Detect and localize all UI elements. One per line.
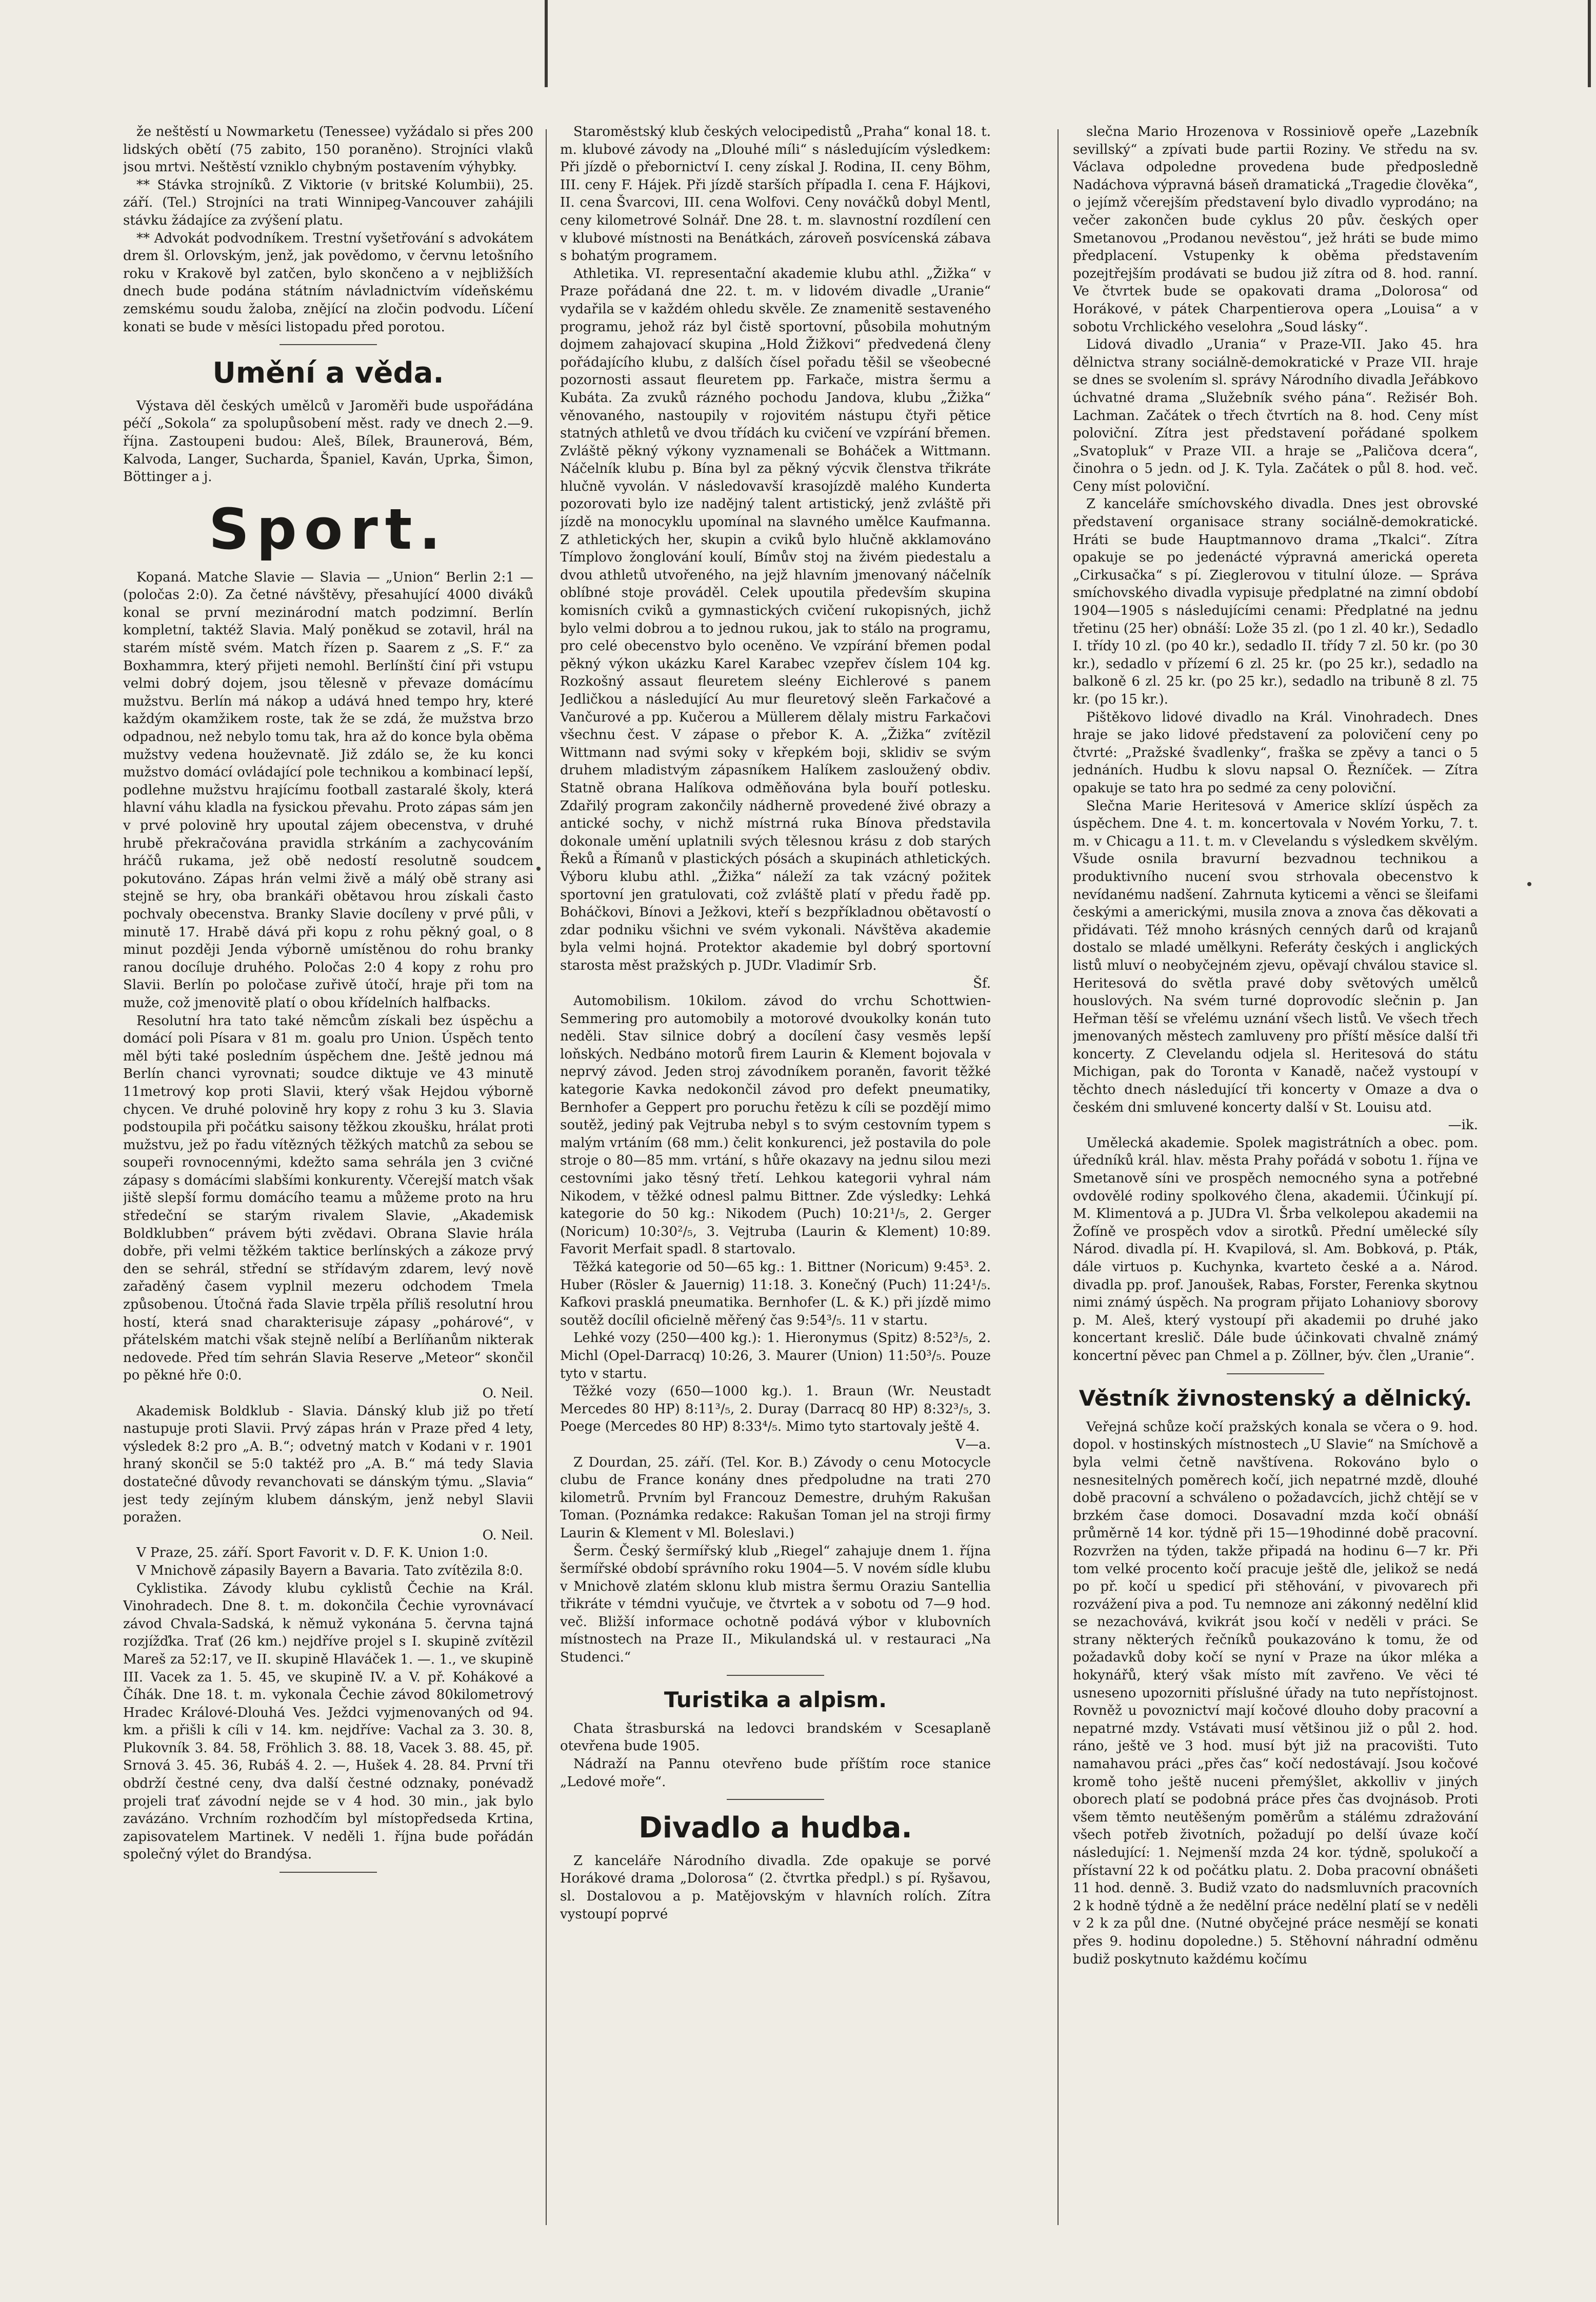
author-signature: V—a. bbox=[955, 1436, 991, 1452]
article-paragraph: Těžká kategorie od 50—65 kg.: 1. Bittner (Noricum) 9:45³. 2. Huber (Rösler & Jauernig) 11:18. 3. Konečný (Puch) 11:24¹/₅. Kafkovi prasklá pneumatika. Bernhofer (L. & K.) při jízdě mimo soutěž docílil oficielně měřený čas 9:54³/₅. 11 v startu. bbox=[560, 1259, 991, 1328]
section-divider bbox=[727, 1799, 824, 1800]
article-paragraph: Z Dourdan, 25. září. (Tel. Kor. B.) Závody o cenu Motocycle clubu de France konány dnes předpoludne na trati 270 kilometrů. Prvním byl Francouz Demestre, druhým Rakušan Toman. (Poznámka redakce: Rakušan Toman jel na stroji firmy Laurin & Klement v Ml. Boleslavi.) bbox=[560, 1454, 991, 1541]
article-paragraph: Lidová divadlo „Urania“ v Praze-VII. Jako 45. hra dělnictva strany sociálně-demokratické v Praze VII. hraje se dnes se svolením sl. správy Národního divadla Jeřábkovo úchvatné drama „Služebník svého pána“. Režisér Boh. Lachman. Začátek o třech čtvrtích na 8. hod. Ceny míst poloviční. Zítra jest představení pořádané spolkem „Svatopluk“ v Praze VII. a hraje se „Paličova dcera“, činohra o 5 jedn. od J. K. Tyla. Začátek o půl 8. hod. več. Ceny míst poloviční. bbox=[1073, 337, 1478, 494]
top-scan-mark bbox=[545, 0, 548, 87]
section-divider bbox=[280, 1872, 377, 1873]
article-paragraph: Veřejná schůze kočí pražských konala se včera o 9. hod. dopol. v hostinských místnostech „U Slavie“ na Smíchově a byla velmi četně navštívena. Rokováno bylo o nesnesitelných poměrech kočí, jich nepatrné mzdě, dlouhé době pracovní a schváleno o požadavcích, jichž chtějí se v brzkém čase domoci. Dosavadní mzda kočí obnáší průměrně 14 kor. týdně při 15—19hodinné době pracovní. Rozvržen na týden, takže připadá na hodinu 6—7 kr. Při tom velké procento kočí pracuje ještě dle, jelikož se nedá po př. kočí u spedicí při stěhování, v pivovarech při rozvážení piva a pod. Tu nemnoze ani zákonný nedělní klid se nezachovává, kvikrát jsou kočí v neděli v práci. Se strany některých řečníků poukazováno k tomu, že od požadavků doby kočí se nyní v Praze na úkor mléka a hokynářů, který však místo mít zavřeno. Ve věci té usneseno upozorniti příslušné úřady na tuto nepřístojnost. Rovněž u povoznictví mají kočové dlouho doby pracovní a nepatrné mzdy. Vstávati musí většinou již o půl 2. hod. ráno, ještě ve 3 hod. musí být již na pracovišti. Tuto namahavou práci „přes čas“ kočí nedostávají. Jsou kočové kromě toho ještě nuceni přemýšlet, akkolliv v jiných oborech platí se podobná práce přes čas dvojnásob. Proti všem těmto neutěšeným poměrům a stálému zdražování všech potřeb životních, požadují po delší úvaze kočí následující: 1. Nejmenší mzda 24 kor. týdně, spolukočí a přístavní 22 k od počátku platu. 2. Doba pracovní obnášeti 11 hod. denně. 3. Budiž vzato do nadsmluvních pracovních 2 k hodně týdně a že nedělní práce nedělní platí se v neděli v 2 k za půl dne. (Nutné obyčejné práce nesmějí se konati přes 9. hodinu dopoledne.) 5. Stěhovní náhradní odměnu budiž poskytnuto každému kočímu bbox=[1073, 1419, 1478, 1967]
article-paragraph: Umělecká akademie. Spolek magistrátních a obec. pom. úředníků král. hlav. města Prahy pořádá v sobotu 1. října ve Smetanově síni ve prospěch nemocného syna a potřebné ovdovělé rodiny spolkového člena, akademii. Účinkují pí. M. Klimentová a p. JUDra Vl. Šrba velkolepou akademii na Žofíně ve prospěch vdov a sirotků. Přední umělecké síly Národ. divadla pí. H. Kvapilová, sl. Am. Bobková, p. Pták, dále virtuos p. Kuchynka, kvarteto české a a. Národ. divadla pp. prof. Janoušek, Rabas, Forster, Ferenka skytnou nimi známý úspěch. Na program přijato Lohaniovy sborovy p. M. Aleš, který vystoupí při akademii po druhé jako koncertant kreslič. Dále bude účinkovati chvalně známý koncertní pěvec pan Chmel a p. Zöllner, býv. člen „Uranie“. bbox=[1073, 1135, 1478, 1364]
article-paragraph: Z kanceláře smíchovského divadla. Dnes jest obrovské představení organisace strany sociálně-demokratické. Hráti se bude Hauptmannovo drama „Tkalci“. Zítra opakuje se po jedenácté výpravná americká opereta „Cirkusačka“ s pí. Zieglerovou v titulní úloze. — Správa smíchovského divadla vypisuje předplatné na zimní období 1904—1905 s následujícími cenami: Předplatné na jednu třetinu (25 her) obnáší: Lože 35 zl. (po 1 zl. 40 kr.), Sedadlo I. třídy 10 zl. (po 40 kr.), sedadlo II. třídy 7 zl. 50 kr. (po 30 kr.), sedadlo v přízemí 6 zl. 25 kr. (po 25 kr.), sedadlo na balkoně 6 zl. 25 kr. (po 25 kr.), sedadlo na tribuně 8 zl. 75 kr. (po 15 kr.). bbox=[1073, 496, 1478, 707]
article-paragraph: Kopaná. Matche Slavie — Slavia — „Union“ Berlin 2:1 — (poločas 2:0). Za četné návštěvy, přesahující 4000 diváků konal se první mezinárodní match podzimní. Berlín kompletní, taktéž Slavia. Malý poněkud se zotavil, hrál na starém místě svém. Match řízen p. Saarem z „S. F.“ za Boxhammra, který přijeti nemohl. Berlínští činí při vstupu velmi dobrý dojem, jsou tělesně v převaze domácímu mužstvu. Berlín má nákop a udává hned tempo hry, které každým okamžikem roste, tak že se zdá, že mužstva brzo odpadnou, než nebylo tomu tak, hra až do konce byla oběma mužstvy vedena houževnatě. Již zdálo se, že ku konci mužstvo domácí ovládající pole technikou a kombinací lepší, podlehne mužstvu hrajícímu football zastaralé školy, která hlavní váhu kladla na fysickou převahu. Proto zápas sám jen v prvé polovině hry upoutal zájem obecenstva, v druhé hrubě překračována pravidla strkáním a zachycováním hráčů rukama, jež obě nedostí resolutně soudcem pokutováno. Zápas hrán velmi živě a málý obě strany asi stejně se hry, oba brankáři obětavou hrou získali často pochvaly obecenstva. Branky Slavie docíleny v prvé půli, v minutě 17. Hrabě dává při kopu z rohu pěkný goal, o 8 minut později Jenda výborně umístěnou do rohu branky ranou docíluje druhého. Poločas 2:0 4 kopy z rohu pro Slavii. Berlín po poločase zuřivě útočí, hraje při tom na muže, což jmenovitě platí o obou křídelních halfbacks. bbox=[123, 569, 533, 1011]
article-paragraph: Lehké vozy (250—400 kg.): 1. Hieronymus (Spitz) 8:52³/₅, 2. Michl (Opel-Darracq) 10:26, 3. Maurer (Union) 11:50³/₅. Pouze tyto v startu. bbox=[560, 1330, 991, 1382]
article-paragraph: Pištěkovo lidové divadlo na Král. Vinohradech. Dnes hraje se jako lidové představení za polovičení ceny po čtvrté: „Pražské švadlenky“, fraška se zpěvy a tanci o 5 jednáních. Hudbu k slovu napsal O. Řezníček. — Zítra opakuje se tato hra po sedmé za ceny poloviční. bbox=[1073, 709, 1478, 796]
article-paragraph: že neštěstí u Nowmarketu (Tenessee) vyžádalo si přes 200 lidských obětí (75 zabito, 150 poraněno). Strojníci vlaků jsou mrtvi. Neštěstí vzniklo chybným postavením výhybky. bbox=[123, 124, 533, 175]
article-paragraph: Těžké vozy (650—1000 kg.). 1. Braun (Wr. Neustadt Mercedes 80 HP) 8:11³/₅, 2. Duray (Darracq 80 HP) 8:32³/₅, 3. Poege (Mercedes 80 HP) 8:33⁴/₅. Mimo tyto startovaly ještě 4. bbox=[560, 1384, 991, 1435]
section-heading: Divadlo a hudba. bbox=[639, 1811, 912, 1845]
article-paragraph: Nádraží na Pannu otevřeno bude příštím roce stanice „Ledové moře“. bbox=[560, 1756, 991, 1790]
article-paragraph: V Praze, 25. září. Sport Favorit v. D. F. K. Union 1:0. bbox=[136, 1545, 488, 1561]
article-paragraph: Slečna Marie Heritesová v Americe sklízí úspěch za úspěchem. Dne 4. t. m. koncertovala v Novém Yorku, 7. t. m. v Chicagu a 11. t. m. v Clevelandu s výsledkem skvělým. Všude osnila bravurní bezvadnou technikou a produktivního nucení svou strhovala obecenstvo k nevídanému nadšení. Zahrnuta kyticemi a věnci se šleifami českými a americkými, musila znova a znova čas děkovati a přidávati. Též mnoho krásných cenných darů od krajanů dostalo se mladé umělkyni. Referáty českých i anglických listů mluví o neobyčejném zjevu, opěvají chválou stavice sl. Heritesová do světla pravé doby světových umělců houslových. Na svém turné doprovodíc slečnin p. Jan Heřman těší se vřelému uznání všech listů. Ve všech třech jmenovaných městech zamluveny pro příští měsíce další tři koncerty. Z Clevelandu odjela sl. Heritesová do státu Michigan, pak do Toronta v Kanadě, načež vystoupí v těchto dnech následující tři koncerty v Omaze a dva o českém dni smluvené koncerty další v St. Louisu atd. bbox=[1073, 798, 1478, 1115]
ink-speck bbox=[1527, 882, 1531, 886]
author-signature: Šf. bbox=[973, 975, 991, 991]
ink-speck bbox=[536, 867, 541, 871]
section-heading: Věstník živnostenský a dělnický. bbox=[1079, 1385, 1472, 1411]
edge-scan-mark bbox=[1588, 0, 1591, 87]
column-left bbox=[123, 123, 533, 2281]
article-paragraph: Šerm. Český šermířský klub „Riegel“ zahajuje dnem 1. října šermířské období správního roku 1904—5. V novém sídle klubu v Mnichově zlatém sklonu klub mistra šermu Oraziu Santellia třikráte v témdni vyučuje, ve čtvrtek a v sobotu od 7—9 hod. več. Bližší informace ochotně podává výbor v klubovních místnostech na Praze II., Mikulandská ul. v restauraci „Na Studenci.“ bbox=[560, 1543, 991, 1666]
column-middle bbox=[560, 123, 991, 2281]
article-paragraph: Akademisk Boldklub - Slavia. Dánský klub již po třetí nastupuje proti Slavii. Prvý zápas hrán v Praze před 4 lety, výsledek 8:2 pro „A. B.“; odvetný match v Kodani v r. 1901 hraný skončil se 5:0 taktéž pro „A. B.“ má tedy Slavia dostatečné důvody revanchovati se dánským týmu. „Slavia“ jest tedy zejíným klubem dánským, jenž nebyl Slavii poražen. bbox=[123, 1403, 533, 1526]
article-paragraph: Resolutní hra tato také němcům získali bez úspěchu a domácí poli Písara v 81 m. goalu pro Union. Úspěch tento měl býti také posledním úspěchem dne. Ještě jednou má Berlín chanci vyrovnati; soudce diktuje ve 43 minutě 11metrový kop proti Slavii, který však Hejdou výborně chycen. Ve druhé polovině hry kopy z rohu 3 ku 3. Slavia podstoupila při počátku saisony těžkou zkoušku, hrálat proti mužstvu, jež po řadu vítězných těžkých matchů za sebou se soupeři rovnocennými, kdežto sama sehrála jen 3 cvičné zápasy s domácími slabšími konkurenty. Včerejší match však jiště slepší formu domácího teamu a můžeme proto na hru středeční se starým rivalem Slavie, „Akademisk Boldklubben“ právem býti zvědavi. Obrana Slavie hrála dobře, při velmi těžkém taktice berlínských a zákoze prvý den se sehrál, střední se střídavým zdarem, levý nově zařaděný časem vyplnil mezeru odchodem Tmela způsobenou. Útočná řada Slavie trpěla příliš resolutní hrou hostí, která snad charakterisuje zápasy „pohárové“, v přátelském matchi však stejně nelíbí a Berlíňanům nikterak nedovede. Před tím sehrán Slavia Reserve „Meteor“ skončil po pěkné hře 0:0. bbox=[123, 1013, 533, 1384]
section-divider bbox=[280, 344, 377, 345]
article-paragraph: Automobilism. 10kilom. závod do vrchu Schottwien-Semmering pro automobily a motorové dvoukolky konán tuto neděli. Stav silnice dobrý a docílení časy vesměs lepší loňských. Nedbáno motorů firem Laurin & Klement bojovala v neprvý závod. Jeden stroj závodníkem poraněn, favorit těžké kategorie Kavka nedokončil závod pro defekt pneumatiky, Bernhofer a Geppert pro poruchu řetězu k cíli se pozdějí mimo soutěž, jediný pak Vejtruba nebyl s to svým cestovním typem s malým vrtáním (68 mm.) čelit konkurenci, jež postavila do pole stroje o 80—85 mm. vrtání, s hůře okazavy na jednu silou mezi cestovními jako těsný třetí. Lehkou kategorii vyhral nám Nikodem, v těžké odnesl palmu Bittner. Zde výsledky: Lehká kategorie do 50 kg.: Nikodem (Puch) 10:21¹/₅, 2. Gerger (Noricum) 10:30²/₅, 3. Vejtruba (Laurin & Klement) 10:89. Favorit Merfait spadl. 8 startovalo. bbox=[560, 993, 991, 1257]
author-signature: O. Neil. bbox=[482, 1527, 533, 1543]
article-paragraph: Výstava děl českých umělců v Jaroměři bude uspořádána péčí „Sokola“ za spolupůsobení měst. rady ve dnech 2.—9. října. Zastoupeni budou: Aleš, Bílek, Braunerová, Bém, Kalvoda, Langer, Sucharda, Španiel, Kaván, Uprka, Šimon, Böttinger a j. bbox=[123, 398, 533, 485]
article-paragraph: slečna Mario Hrozenova v Rossiniově opeře „Lazebník sevillský“ a zpívati bude partii Roziny. Ve středu na sv. Václava odpoledne provedena bude předposledně Nadáchova výpravná báseň dramatická „Tragedie člověka“, o jejímž včerejším představení bylo divadlo vyprodáno; na večer zakončen bude cyklus 20 pův. českých oper Smetanovou „Prodanou nevěstou“, jež hráti se bude mimo předplacení. Vstupenky k oběma představením pozejtřejším prodávati se budou již zítra od 8. hod. ranní. Ve čtvrtek bude se opakovati drama „Dolorosa“ od Horákové, v pátek Charpentierova opera „Louisa“ a v sobotu Vrchlického veselohra „Soud lásky“. bbox=[1073, 124, 1478, 335]
article-paragraph: Chata štrasburská na ledovci brandském v Scesaplaně otevřena bude 1905. bbox=[560, 1720, 991, 1754]
article-paragraph: ** Stávka strojníků. Z Viktorie (v britské Kolumbii), 25. září. (Tel.) Strojníci na trati Winnipeg-Vancouver zahájili stávku žádajíce za zvýšení platu. bbox=[123, 177, 533, 228]
article-paragraph: Cyklistika. Závody klubu cyklistů Čechie na Král. Vinohradech. Dne 8. t. m. dokončila Čechie vyrovnávací závod Chvala-Sadská, k němuž vykonána 5. června tajná rozjížďka. Trať (26 km.) nejdříve projel s I. skupině zvítězil Mareš za 52:17, ve II. skupině Hlaváček 1. —. 1., ve skupině III. Vacek za 1. 5. 45, ve skupině IV. a V. př. Kohákové a Číhák. Dne 18. t. m. vykonala Čechie závod 80kilometrový Hradec Králové-Dlouhá Ves. Ježdci vyjmenovaných od 94. km. a přišli k cíli v 14. km. nejdříve: Vachal za 3. 30. 8, Plukovník 3. 84. 58, Fröhlich 3. 88. 18, Vacek 3. 88. 45, př. Srnová 3. 45. 36, Rubáš 4. 2. —, Hušek 4. 28. 84. První tři obdrží čestné ceny, dva další čestné odznaky, ponévadž projeli trať závodní nejde se v 4 hod. 30 min., jak bylo zavázáno. Vrchním rozhodčím byl místopředseda Krtina, zapisovatelem Martinek. V neděli 1. října bude pořádán společný výlet do Brandýsa. bbox=[123, 1580, 533, 1863]
article-paragraph: Z kanceláře Národního divadla. Zde opakuje se porvé Horákové drama „Dolorosa“ (2. čtvrtka předpl.) s pí. Ryšavou, sl. Dostalovou a p. Matějovským v hlavních rolích. Zítra vystoupí poprvé bbox=[560, 1853, 991, 1922]
section-divider bbox=[1227, 1373, 1324, 1374]
article-paragraph: V Mnichově zápasily Bayern a Bavaria. Tato zvítězila 8:0. bbox=[136, 1563, 523, 1578]
article-paragraph: ** Advokát podvodníkem. Trestní vyšetřování s advokátem drem šl. Orlovským, jenž, jak povědomo, v červnu letošního roku v Krakově byl zatčen, bylo skončeno a v nejbližších dnech bude podána státním návladnictvím vídeňskému zemskému soudu žaloba, znějící na zločin podvodu. Líčení konati se bude v měsíci listopadu před porotou. bbox=[123, 230, 533, 335]
author-signature: O. Neil. bbox=[482, 1386, 533, 1401]
article-paragraph: Staroměstský klub českých velocipedistů „Praha“ konal 18. t. m. klubové závody na „Dlouhé míli“ s následujícím výsledkem: Při jízdě o přebornictví I. ceny získal J. Rodina, II. ceny Böhm, III. ceny F. Hájek. Při jízdě starších případla I. cena F. Hájkovi, II. cena Švarcovi, III. cena Wolfovi. Ceny nováčků dobyl Mentl, ceny kilometrové Solnář. Dne 28. t. m. slavnostní rozdílení cen v klubové místnosti na Benátkách, zároveň posvícenská zábava s bohatým programem. bbox=[560, 124, 991, 264]
section-heading: Turistika a alpism. bbox=[664, 1687, 887, 1712]
column-rule bbox=[1058, 129, 1059, 2225]
article-paragraph: Athletika. VI. representační akademie klubu athl. „Žižka“ v Praze pořádaná dne 22. t. m. v lidovém divadle „Uranie“ vydařila se v každém ohledu skvěle. Ze znamenitě sestaveného programu, jehož ráz byl čistě sportovní, působila mohutným dojmem zahajovací skupina „Hold Žižkovi“ předvedená členy pořádajícího klubu, z dalších čísel pořadu těšil se všeobecné pozornosti assaut fleuretem pp. Farkače, mistra šermu a Kubáta. Za zvuků rázného pochodu Jandova, klubu „Žižka“ věnovaného, nastoupily v rojovitém nástupu čtyři pětice statných athletů ve dvou třídách ku cvičení ve vzpírání břemen. Zvláště pěkný výkony vyznamenali se Boháček a Wittmann. Náčelník klubu p. Bína byl za pěkný výcvik členstva třikráte hlučně vyvolán. V následovavší krasojízdě malého Kunderta pozorovati bylo ize nadějný talent artistický, jenž zvláště při jízdě na monocyklu upomínal na slavného umělce Kaufmanna. Z athletických her, skupin a cviků bylo hlučně akklamováno Tímplovo žonglování koulí, Bímův stoj na živém piedestalu a dvou athletů utvořeného, na jejž hlavním jmenovaný náčelník oblíbné stoje prováděl. Celek upoutila především skupina komisních cviků a gymnastických cvičení rukopisných, jichž bylo velmi dobrou a to jednou rukou, jak to stálo na programu, pro celé obecenstvo bylo oceněno. Ve vzpírání břemen podal pěkný výkon ukázku Karel Karabec vzepřev číslem 104 kg. Rozkošný assaut fleuretem sleény Eichlerové s panem Jedličkou a následující Au mur fleuretový sleěn Farkačové a Vančurové a pp. Kučerou a Müllerem dělaly mistru Farkačovi všechnu čest. V zápase o přebor K. A. „Žižka“ zvítězil Wittmann nad svými soky v křepkém boji, sklidiv se svým druhem mladistvým zápasníkem Halíkem zasloužený obdiv. Statně obrana Halíkova odměňována byla bouří potlesku. Zdařilý program zakončily nádherně provedené živé obrazy a antické sochy, v nichž místrná ruka Bínova představila dokonale umění uplatnili svých tělesnou krásu z dob starých Řeků a Římanů v plastických pósách a skupinách athletických. Výboru klubu athl. „Žižka“ náleží za tak vzácný požitek sportovní jen gratulovati, což zvláště platí v předu řadě pp. Boháčkovi, Bínovi a Ježkovi, kteří s bezpříkladnou obětavostí o zdar podniku všichni ve svém vykonali. Návštěva akademie byla velmi hojná. Protektor akademie byl dobrý sportovní starosta měst pražských p. JUDr. Vladimír Srb. bbox=[560, 266, 991, 973]
author-signature: —ik. bbox=[1448, 1117, 1478, 1133]
section-divider bbox=[727, 1675, 824, 1676]
section-heading: Sport. bbox=[208, 496, 448, 562]
column-rule bbox=[546, 129, 547, 2225]
column-right bbox=[1073, 123, 1478, 2281]
section-heading: Umění a věda. bbox=[212, 356, 444, 390]
